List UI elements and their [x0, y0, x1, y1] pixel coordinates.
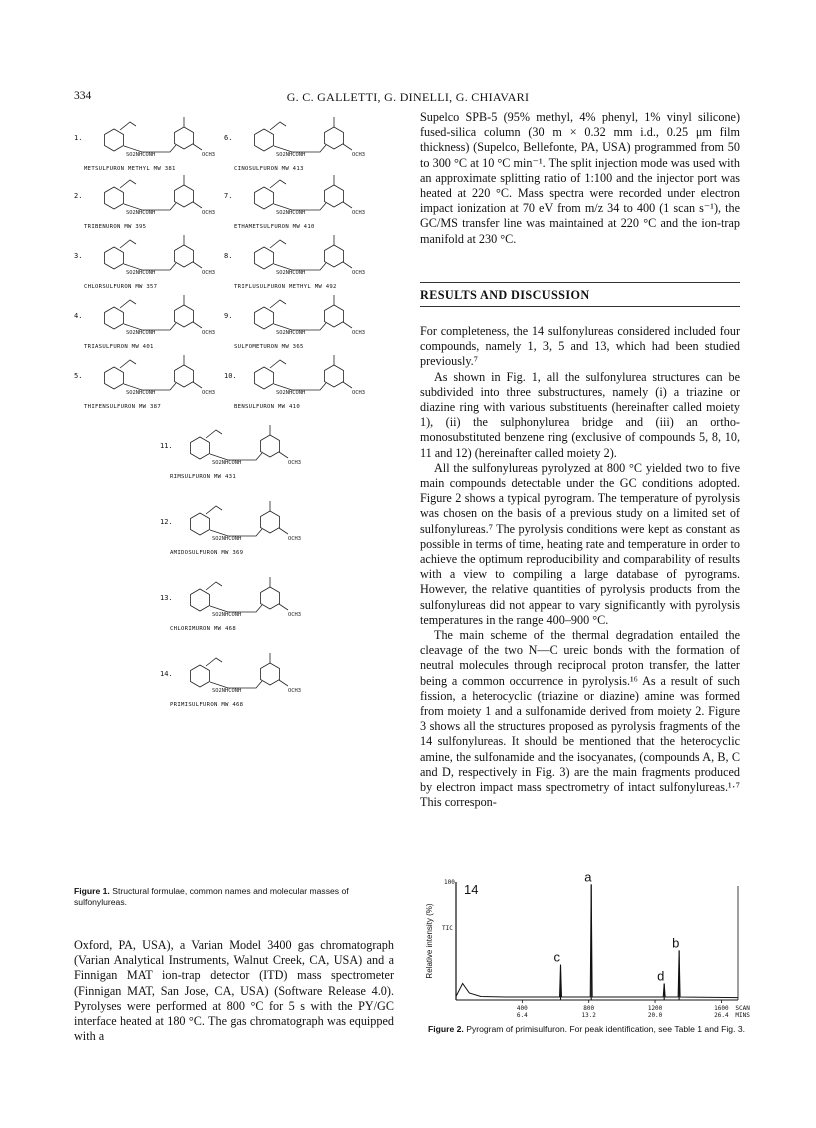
x-tick-label-scan: 1200	[647, 1005, 663, 1012]
peak-label-d: d	[657, 968, 665, 984]
heterocycle-ring	[175, 185, 194, 207]
substituent-label: OCH3	[202, 152, 215, 158]
structure-formula-1	[84, 112, 234, 164]
x-tick-label-scan: 800	[583, 1005, 595, 1012]
structure-number: 8.	[224, 252, 233, 260]
benzene-ring	[255, 247, 274, 269]
ortho-substituent	[120, 300, 136, 308]
sulfonylurea-bridge	[124, 263, 176, 270]
substituent-label: OCH3	[352, 210, 365, 216]
structure-formula-5	[84, 350, 234, 402]
structure-name: PRIMISULFURON MW 468	[170, 702, 244, 708]
peak-label-a: a	[584, 869, 592, 885]
structure-name: TRIASULFURON MW 401	[84, 344, 154, 350]
structure-number: 2.	[74, 192, 83, 200]
bridge-label: SO2NHCONH	[126, 270, 156, 276]
structure-formula-13	[170, 572, 320, 624]
substituent-label: OCH3	[352, 152, 365, 158]
heterocycle-ring	[325, 127, 344, 149]
structure-formula-10	[234, 350, 384, 402]
results-text	[420, 324, 740, 811]
sulfonylurea-bridge	[124, 323, 176, 330]
structure-number: 12.	[160, 518, 173, 526]
substituent-label: OCH3	[288, 536, 301, 542]
structure-name: TRIBENURON MW 395	[84, 224, 147, 230]
sulfonylurea-bridge	[274, 323, 326, 330]
structure-number: 9.	[224, 312, 233, 320]
ortho-substituent	[270, 180, 286, 188]
bridge-label: SO2NHCONH	[276, 390, 306, 396]
structure-5	[74, 350, 234, 410]
structure-formula-3	[84, 230, 234, 282]
structure-number: 4.	[74, 312, 83, 320]
substituent-label: OCH3	[352, 270, 365, 276]
structure-2	[74, 170, 234, 230]
substituent-label: OCH3	[288, 688, 301, 694]
section-rule-top	[420, 282, 740, 283]
structure-formula-11	[170, 420, 320, 472]
sulfonylurea-bridge	[210, 529, 262, 536]
ortho-substituent	[206, 582, 222, 590]
benzene-ring	[191, 665, 210, 687]
ortho-substituent	[120, 360, 136, 368]
left-column-text: Oxford, PA, USA), a Varian Model 3400 gas chromatograph (Varian Analytical Instruments, Walnut Creek, CA, USA) and a Finnigan MAT ion-trap detector (ITD) mass spectrometer (Finnigan MAT, San Jose, CA, USA) (Software Release 4.0). Pyrolyses were performed at 800 °C for 5 s with the PY/GC interface heated at 180 °C. The gas chromatograph was equipped with a	[74, 938, 394, 1044]
structure-name: CHLORIMURON MW 468	[170, 626, 237, 632]
sulfonylurea-bridge	[210, 681, 262, 688]
bridge-label: SO2NHCONH	[276, 330, 306, 336]
ortho-substituent	[120, 122, 136, 130]
structure-4	[74, 290, 234, 350]
ortho-substituent	[206, 506, 222, 514]
ring-substituent-2	[193, 382, 202, 388]
structure-7	[224, 170, 384, 230]
structure-number: 3.	[74, 252, 83, 260]
structure-number: 13.	[160, 594, 173, 602]
y-top-label: 100	[444, 879, 455, 886]
structure-number: 6.	[224, 134, 233, 142]
structure-13	[160, 572, 320, 632]
chromatogram-trace	[456, 884, 738, 997]
substituent-label: OCH3	[202, 270, 215, 276]
structure-name: ETHAMETSULFURON MW 410	[234, 224, 315, 230]
peak-label-b: b	[672, 935, 680, 951]
heterocycle-ring	[261, 511, 280, 533]
methods-text: Supelco SPB-5 (95% methyl, 4% phenyl, 1% vinyl silicone) fused-silica column (30 m × 0.32 mm i.d., 0.25 μm film thickness) (Supelco, Bellefonte, PA, USA) programmed from 50 to 300 °C at 10 °C min⁻¹. The split injection mode was used with an approximate splitting ratio of 1:100 and the injector port was heated at 220 °C. Mass spectra were recorded under electron impact ionization at 70 eV from m/z 34 to 400 (1 scan s⁻¹), the GC/MS transfer line was maintained at 220 °C and the ion-trap manifold at 230 °C.	[420, 110, 740, 246]
benzene-ring	[255, 367, 274, 389]
peak-label-c: c	[553, 949, 561, 965]
heterocycle-ring	[175, 365, 194, 387]
x-tick-label-min: 26.4	[714, 1012, 729, 1019]
bridge-label: SO2NHCONH	[126, 390, 156, 396]
benzene-ring	[105, 307, 124, 329]
structure-formula-2	[84, 170, 234, 222]
figure-2-label: Figure 2.	[428, 1024, 464, 1034]
ring-substituent-2	[279, 680, 288, 686]
structure-10	[224, 350, 384, 410]
paragraph-3: All the sulfonylureas pyrolyzed at 800 °C yielded two to five main compounds detectable under the GC conditions adopted. Figure 2 shows a typical pyrogram. The temperature of pyrolysis was chosen on the basis of a previous study on a limited set of sulfonylureas.⁷ The pyrolysis conditions were kept as constant as possible in terms of time, heating rate and temperature in order to achieve the optimum reproducibility and comparability of results with a view to compiling a large database of pyrograms. However, the relative quantities of pyrolysis products from the sulfonylureas did not appear to vary significantly with pyrolysis temperatures in the range 400–900 °C.	[420, 460, 740, 627]
heterocycle-ring	[325, 365, 344, 387]
x-tick-label-scan: 400	[516, 1005, 528, 1012]
structure-11	[160, 420, 320, 480]
substituent-label: OCH3	[202, 330, 215, 336]
ring-substituent-2	[193, 202, 202, 208]
structure-formula-14	[170, 648, 320, 700]
benzene-ring	[255, 129, 274, 151]
figure-1-label: Figure 1.	[74, 886, 110, 896]
heterocycle-ring	[175, 127, 194, 149]
x-tick-label-min: 13.2	[581, 1012, 596, 1019]
benzene-ring	[105, 367, 124, 389]
ring-substituent-2	[279, 452, 288, 458]
ring-substituent-2	[343, 262, 352, 268]
sulfonylurea-bridge	[124, 145, 176, 152]
structure-14	[160, 648, 320, 708]
structure-number: 11.	[160, 442, 173, 450]
sulfonylurea-bridge	[124, 203, 176, 210]
substituent-label: OCH3	[288, 612, 301, 618]
ortho-substituent	[270, 360, 286, 368]
structure-name: CHLORSULFURON MW 357	[84, 284, 158, 290]
heterocycle-ring	[175, 305, 194, 327]
structure-3	[74, 230, 234, 290]
ring-substituent-2	[193, 262, 202, 268]
ring-substituent-2	[343, 202, 352, 208]
heterocycle-ring	[325, 305, 344, 327]
x-unit-min: MINS	[735, 1012, 750, 1019]
figure-1-caption-text: Structural formulae, common names and molecular masses of sulfonylureas.	[74, 886, 349, 907]
structure-12	[160, 496, 320, 556]
figure-1-caption	[74, 886, 394, 908]
bridge-label: SO2NHCONH	[276, 270, 306, 276]
bridge-label: SO2NHCONH	[212, 612, 242, 618]
figure-2-caption	[428, 1024, 746, 1035]
structure-number: 14.	[160, 670, 173, 678]
benzene-ring	[191, 589, 210, 611]
structure-number: 5.	[74, 372, 83, 380]
heterocycle-ring	[261, 663, 280, 685]
ortho-substituent	[120, 180, 136, 188]
structure-name: TRIFLUSULFURON METHYL MW 492	[234, 284, 337, 290]
structure-number: 1.	[74, 134, 83, 142]
sulfonylurea-bridge	[274, 383, 326, 390]
structure-9	[224, 290, 384, 350]
paragraph-1: For completeness, the 14 sulfonylureas considered included four compounds, namely 1, 3, 5 and 13, which had been studied previously.⁷	[420, 324, 740, 369]
sulfonylurea-bridge	[210, 605, 262, 612]
paragraph-4: The main scheme of the thermal degradation entailed the cleavage of the two N—C ureic bonds with the formation of neutral molecules through reciprocal proton transfer, the latter being a common occurrence in pyrolysis.¹⁶ As a result of such fission, a heterocyclic (triazine or diazine) amine was formed from moiety 1 and a sulfonamide derived from moiety 2. Figure 3 shows all the structures proposed as pyrolysis fragments of the 14 sulfonylureas. It should be mentioned that the heterocyclic amine, the sulfonamide and the isocyanates, (compounds A, B, C and D, respectively in Fig. 3) are the main fragments produced by electron impact mass spectrometry of intact sulfonylureas.¹·⁷ This correspon-	[420, 628, 740, 810]
structure-name: AMIDOSULFURON MW 369	[170, 550, 244, 556]
bridge-label: SO2NHCONH	[212, 688, 242, 694]
bridge-label: SO2NHCONH	[212, 460, 242, 466]
substituent-label: OCH3	[202, 210, 215, 216]
structure-number: 10.	[224, 372, 237, 380]
sulfonylurea-bridge	[210, 453, 262, 460]
x-unit-scan: SCAN	[735, 1005, 750, 1012]
chart-title: 14	[464, 882, 479, 897]
x-tick-label-min: 6.4	[516, 1012, 528, 1019]
bridge-label: SO2NHCONH	[126, 210, 156, 216]
benzene-ring	[255, 187, 274, 209]
ortho-substituent	[270, 300, 286, 308]
section-rule-bottom	[420, 306, 740, 307]
structure-name: METSULFURON METHYL MW 381	[84, 166, 176, 172]
bridge-label: SO2NHCONH	[276, 210, 306, 216]
tic-label: TIC	[442, 925, 453, 932]
x-tick-label-scan: 1600	[714, 1005, 729, 1012]
sulfonylurea-bridge	[274, 263, 326, 270]
benzene-ring	[105, 187, 124, 209]
pyrogram-chart	[420, 869, 750, 1032]
substituent-label: OCH3	[288, 460, 301, 466]
ring-substituent-2	[279, 528, 288, 534]
ring-substituent-2	[193, 322, 202, 328]
bridge-label: SO2NHCONH	[126, 152, 156, 158]
structure-name: BENSULFURON MW 410	[234, 404, 301, 410]
structure-name: RIMSULFURON MW 431	[170, 474, 237, 480]
paragraph-2: As shown in Fig. 1, all the sulfonylurea structures can be subdivided into three substructures, namely (i) a triazine or diazine ring with various substituents (hereinafter called moiety 1), (ii) the sulphonylurea bridge and (iii) an ortho-monosubstituted benzene ring (exclusive of compounds 5, 8, 10, 11 and 12) (hereinafter called moiety 2).	[420, 369, 740, 460]
ortho-substituent	[206, 430, 222, 438]
benzene-ring	[191, 437, 210, 459]
structure-name: THIFENSULFURON MW 387	[84, 404, 162, 410]
page-number: 334	[74, 90, 92, 102]
ortho-substituent	[206, 658, 222, 666]
ortho-substituent	[270, 240, 286, 248]
structure-formula-8	[234, 230, 384, 282]
structure-name: CINOSULFURON MW 413	[234, 166, 304, 172]
structure-1	[74, 112, 234, 172]
substituent-label: OCH3	[352, 330, 365, 336]
structure-formula-6	[234, 112, 384, 164]
section-heading: RESULTS AND DISCUSSION	[420, 288, 590, 302]
substituent-label: OCH3	[352, 390, 365, 396]
ring-substituent-2	[193, 144, 202, 150]
y-axis-label: Relative intensity (%)	[425, 903, 434, 979]
structure-8	[224, 230, 384, 290]
structure-6	[224, 112, 384, 172]
bridge-label: SO2NHCONH	[276, 152, 306, 158]
ortho-substituent	[120, 240, 136, 248]
heterocycle-ring	[261, 435, 280, 457]
structure-formula-9	[234, 290, 384, 342]
pyrogram-svg	[420, 869, 750, 1022]
heterocycle-ring	[261, 587, 280, 609]
benzene-ring	[105, 247, 124, 269]
structure-formula-7	[234, 170, 384, 222]
bridge-label: SO2NHCONH	[212, 536, 242, 542]
sulfonylurea-bridge	[274, 203, 326, 210]
ring-substituent-2	[343, 382, 352, 388]
figure-2-caption-text: Pyrogram of primisulfuron. For peak identification, see Table 1 and Fig. 3.	[466, 1024, 746, 1034]
bridge-label: SO2NHCONH	[126, 330, 156, 336]
structure-formula-12	[170, 496, 320, 548]
structure-number: 7.	[224, 192, 233, 200]
sulfonylurea-bridge	[124, 383, 176, 390]
benzene-ring	[105, 129, 124, 151]
heterocycle-ring	[325, 245, 344, 267]
substituent-label: OCH3	[202, 390, 215, 396]
ring-substituent-2	[279, 604, 288, 610]
benzene-ring	[255, 307, 274, 329]
ortho-substituent	[270, 122, 286, 130]
x-tick-label-min: 20.0	[647, 1012, 663, 1019]
heterocycle-ring	[325, 185, 344, 207]
structure-name: SULFOMETURON MW 365	[234, 344, 304, 350]
ring-substituent-2	[343, 322, 352, 328]
running-header: G. C. GALLETTI, G. DINELLI, G. CHIAVARI	[286, 90, 530, 104]
ring-substituent-2	[343, 144, 352, 150]
heterocycle-ring	[175, 245, 194, 267]
benzene-ring	[191, 513, 210, 535]
structure-formula-4	[84, 290, 234, 342]
sulfonylurea-bridge	[274, 145, 326, 152]
